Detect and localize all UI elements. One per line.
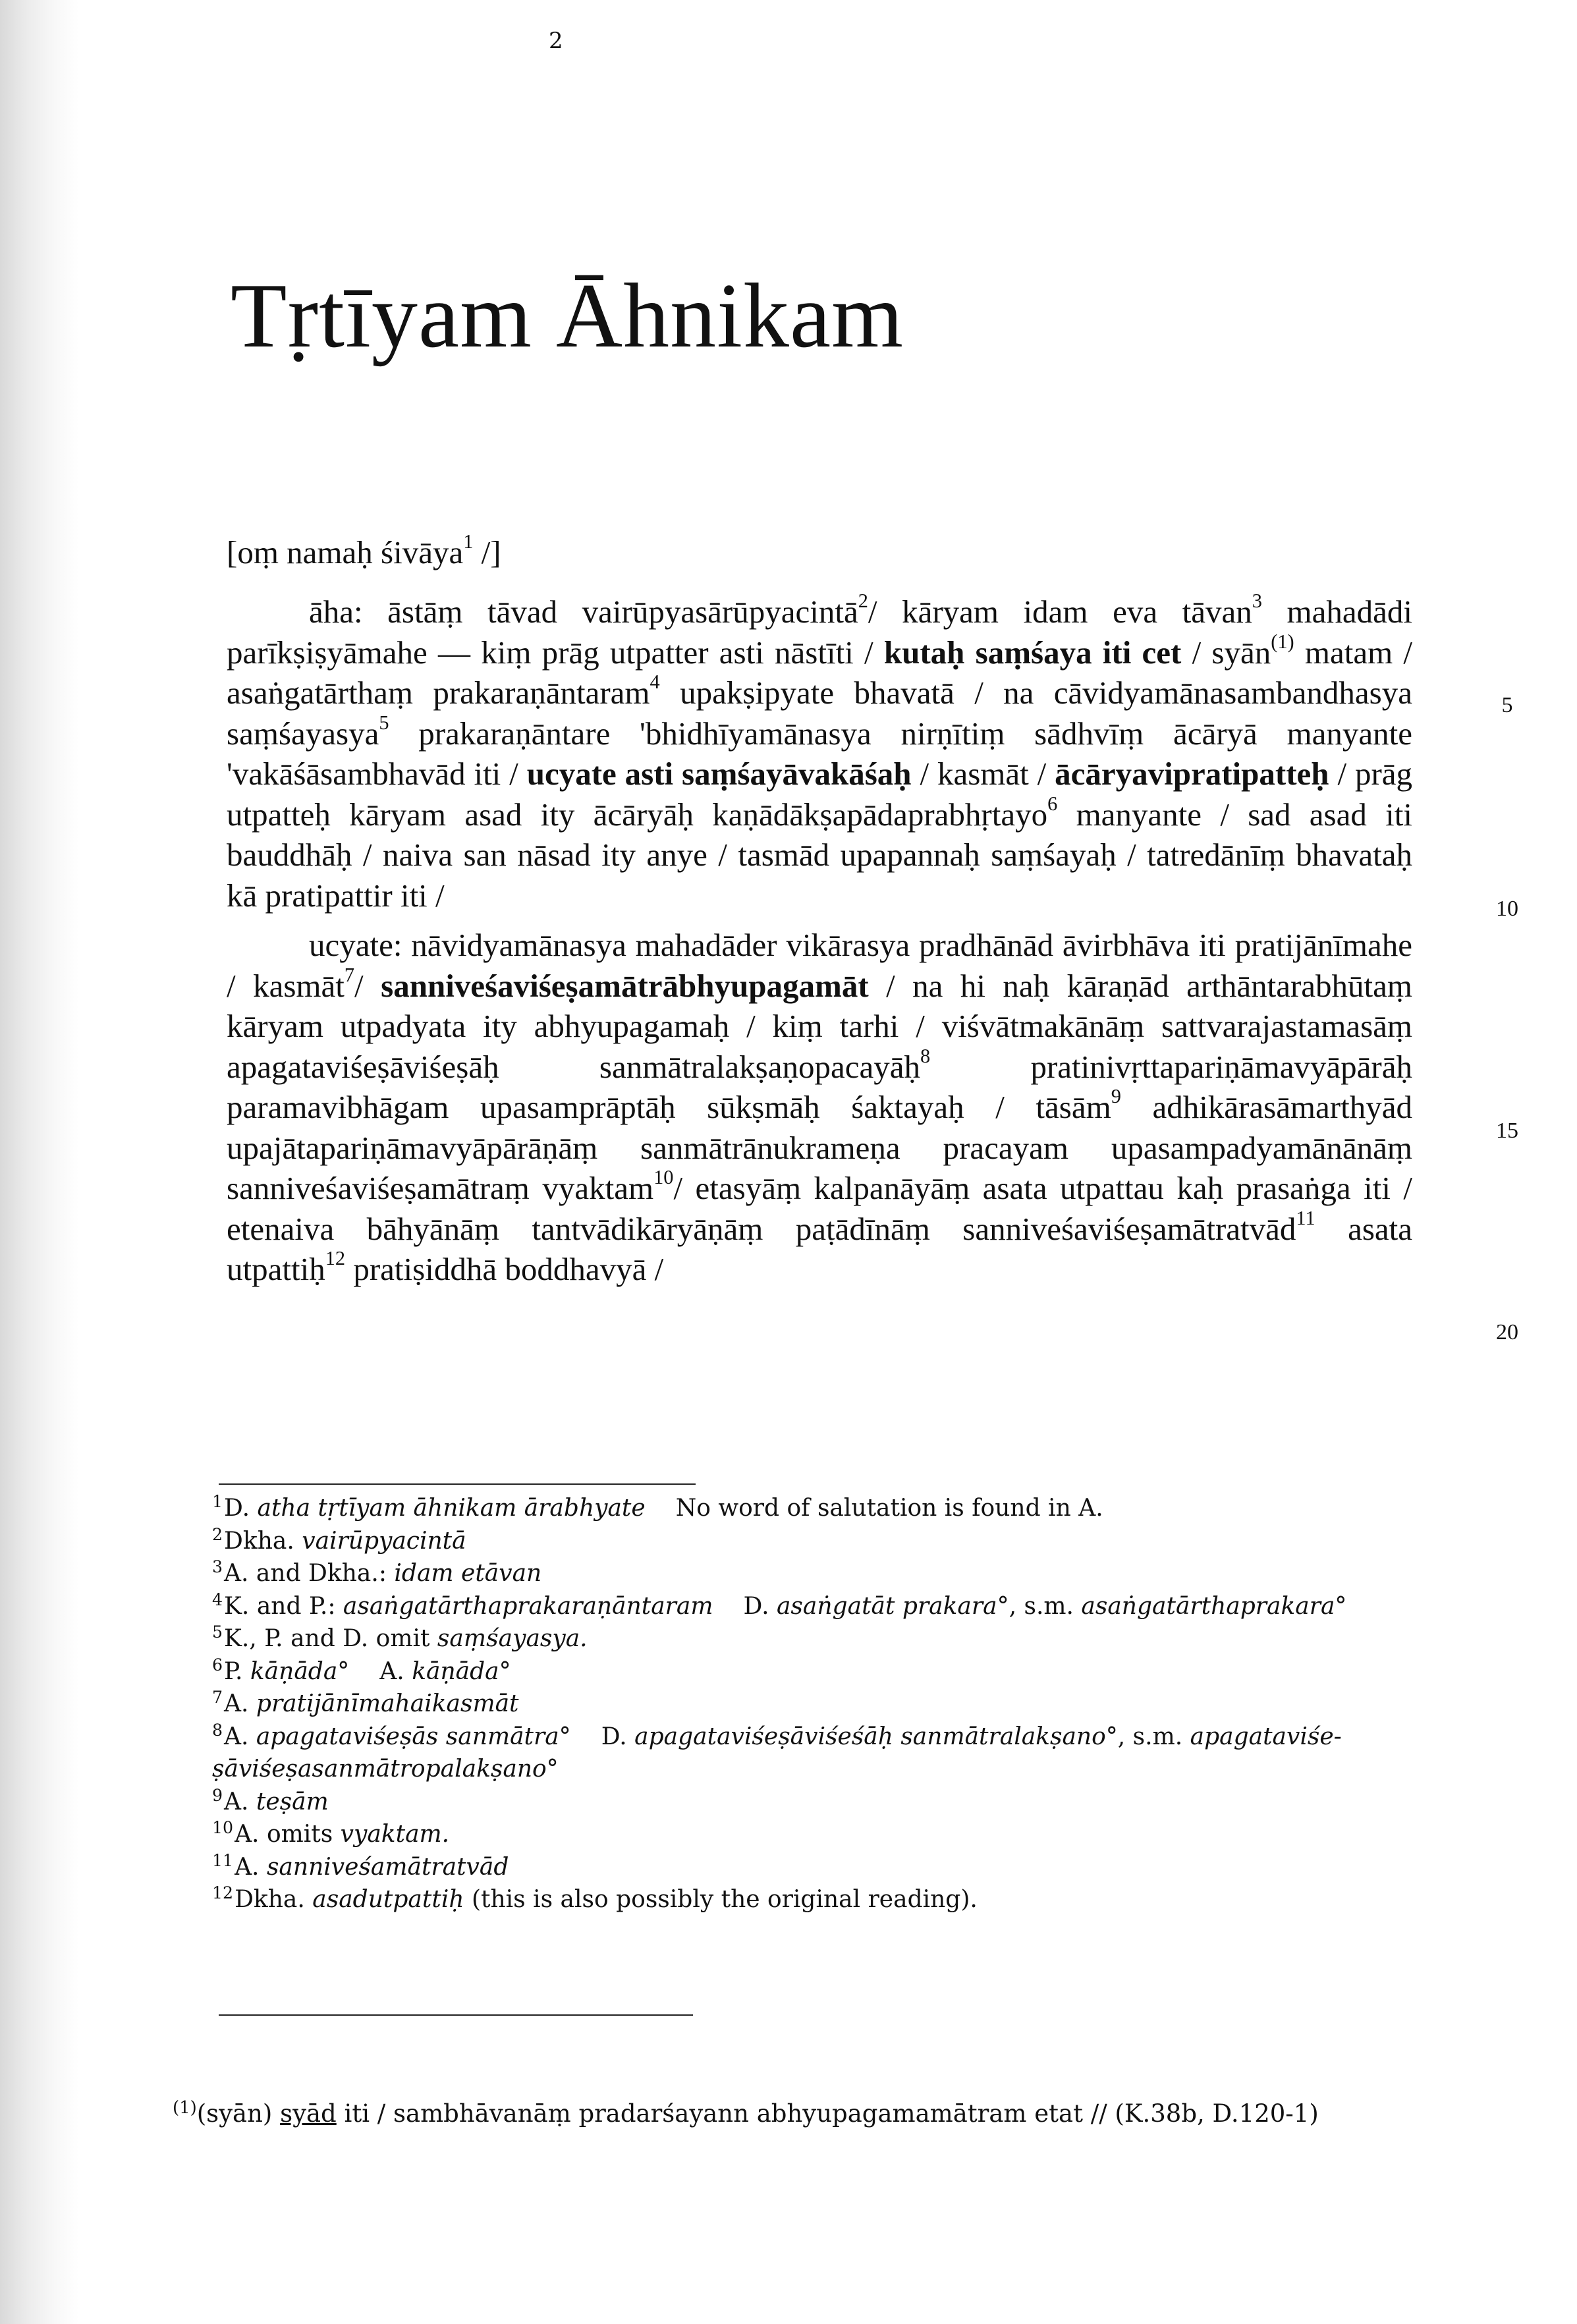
footnotes [212,1492,1464,1916]
footnote-4: $^4$K. and P.: asaṅgatārthaprakaraṇāntaram D. asaṅgatāt prakara°, s.m. asaṅgatārthaprakara° [212,1590,1347,1620]
footnote-6: $^6$P. kāṇāda° A. kāṇāda° [212,1655,511,1685]
footnote-8-continuation: ṣāviśeṣasanmātropalakṣano° [212,1756,559,1783]
paragraph-1: āha: āstāṃ tāvad vairūpyasārūpyacintā$^2$/ kāryam idam eva tāvan$^3$ mahadādi parīkṣiṣyāmahe — kiṃ prāg utpatter asti nāstīti / kutaḥ saṃśaya iti cet / syān$^{(1)}$ matam / asaṅgatārthaṃ prakaraṇāntaram$^4$ upakṣipyate bhavatā / na cāvidyamānasambandhasya saṃśayasya$^5$ prakaraṇāntare 'bhidhīyamānasya nirṇītiṃ sādhvīṃ ācāryā manyante 'vakāśāsambhavād iti / ucyate asti saṃśayāvakāśaḥ / kasmāt / ācāryavipratipatteḥ / prāg utpatteḥ kāryam asad ity ācāryāḥ kaṇādākṣapādaprabhṛtayo$^6$ manyante / sad asad iti bauddhāḥ / naiva san nāsad ity anye / tasmād upapannaḥ saṃśayaḥ / tatredānīṃ bhavataḥ kā pratipattir iti / [227,590,1413,914]
footnote-8: $^8$A. apagataviśeṣās sanmātra° D. apagataviśeṣāviśeśāḥ sanmātralakṣano°, s.m. apagataviśe- [212,1720,1342,1750]
footnote-5: $^5$K., P. and D. omit saṃśayasya. [212,1622,588,1652]
scan-shadow [0,0,79,2324]
footnote-rule [219,1483,696,1485]
invocation-line: [oṃ namaḥ śivāya$^1$ /] [227,530,501,570]
paragraph-2: ucyate: nāvidyamānasya mahadāder vikārasya pradhānād āvirbhāva iti pratijānīmahe / kasmāt$^7$/ sanniveśaviśeṣamātrābhyupagamāt / na hi naḥ kāraṇād arthāntarabhūtaṃ kāryam utpadyata ity abhyupagamaḥ / kiṃ tarhi / viśvātmakānāṃ sattvarajastamasāṃ apagataviśeṣāviśeṣāḥ sanmātralakṣaṇopacayāḥ$^8$ pratinivṛttapariṇāmavyāpārāḥ paramavibhāgam upasamprāptāḥ sūkṣmāḥ śaktayaḥ / tāsām$^9$ adhikārasāmarthyād upajātapariṇāmavyāpārāṇāṃ sanmātrānukrameṇa pracayam upasampadyamānānāṃ sanniveśaviśeṣamātraṃ vyaktam$^{10}$/ etasyāṃ kalpanāyāṃ asata utpattau kaḥ prasaṅga iti / etenaiva bāhyānāṃ tantvādikāryāṇāṃ paṭādīnāṃ sanniveśaviśeṣamātratvād$^{11}$ asata utpattiḥ$^{12}$ pratiṣiddhā boddhavyā / [227,927,1412,1287]
footnote-12: $^{12}$Dkha. asadutpattiḥ (this is also possibly the original reading). [212,1883,978,1913]
footnote-7: $^7$A. pratijānīmahaikasmāt [212,1688,519,1717]
line-number-5: 5 [1501,693,1513,717]
footnote-10: $^{10}$A. omits vyaktam. [212,1818,450,1848]
line-number-10: 10 [1496,897,1518,921]
footnote-1: $^1$D. atha tṛtīyam āhnikam ārabhyate No word of salutation is found in A. [212,1492,1103,1522]
footnote-3: $^3$A. and Dkha.: idam etāvan [212,1557,542,1587]
page-number: 2 [549,28,563,54]
line-number-20: 20 [1496,1320,1518,1344]
footnote-11: $^{11}$A. sanniveśamātratvād [212,1850,509,1881]
main-text [227,592,1412,1290]
commentary-note: $^{(1)}$(syān) syād iti / sambhāvanāṃ pradarśayann abhyupagamamātram etat // (K.38b, D.120-1) [173,2098,1319,2128]
footnote-2: $^2$Dkha. vairūpyacintā [212,1524,466,1555]
footnote-9: $^9$A. teṣām [212,1785,329,1815]
chapter-title: Tṛtīyam Āhnikam [231,265,904,367]
line-number-15: 15 [1496,1119,1518,1143]
commentary-rule [219,2014,693,2016]
